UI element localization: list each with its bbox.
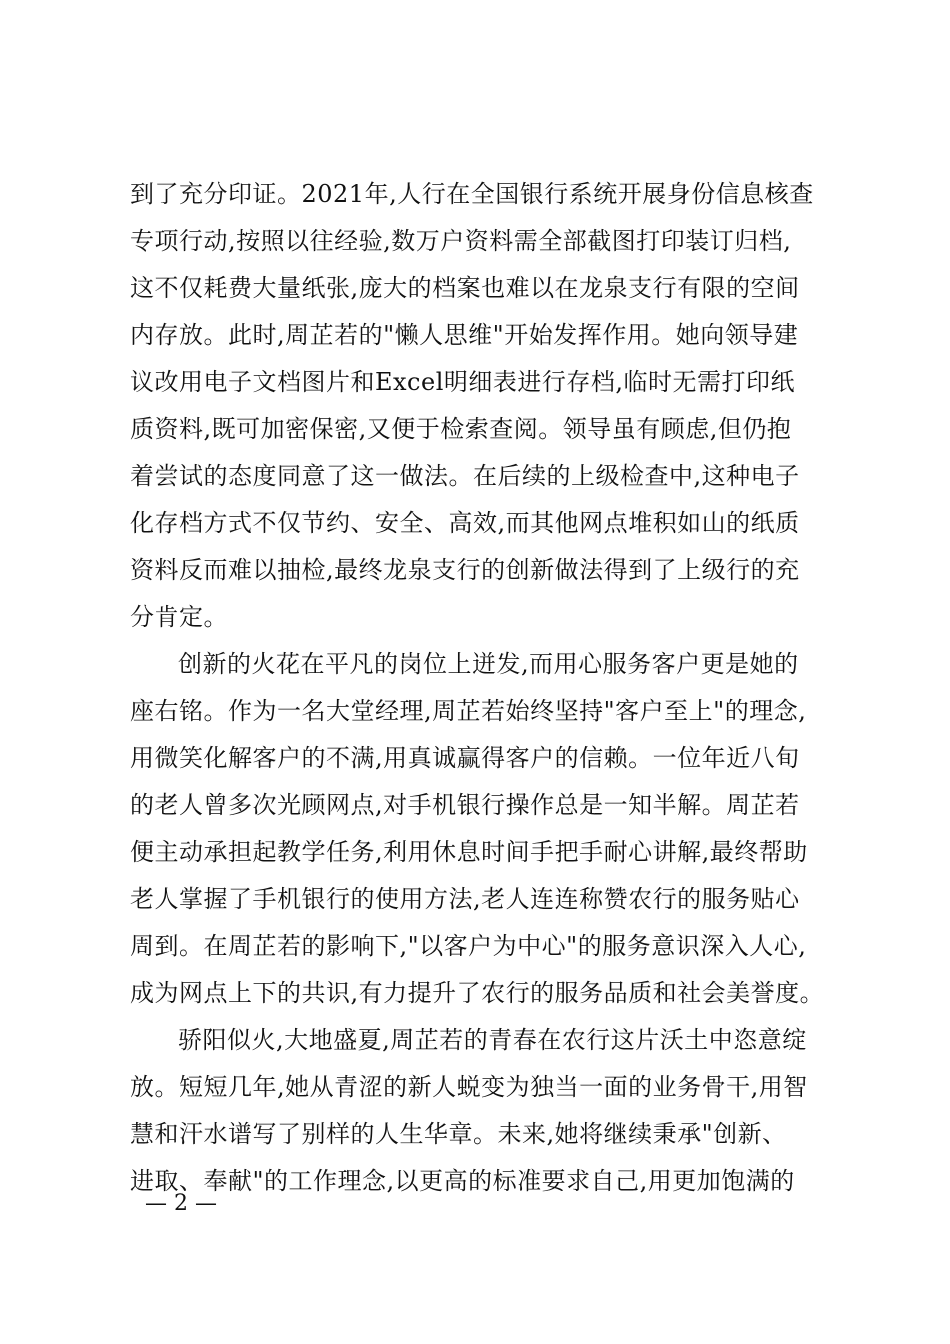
- text-line: 化存档方式不仅节约、安全、高效,而其他网点堆积如山的纸质: [130, 509, 800, 537]
- text-line: 慧和汗水谱写了别样的人生华章。未来,她将继续秉承"创新、: [130, 1120, 787, 1148]
- text-line: 老人掌握了手机银行的使用方法,老人连连称赞农行的服务贴心: [130, 885, 800, 913]
- text-line: 用微笑化解客户的不满,用真诚赢得客户的信赖。一位年近八旬: [130, 744, 800, 772]
- text-line: 放。短短几年,她从青涩的新人蜕变为独当一面的业务骨干,用智: [130, 1073, 808, 1101]
- text-line: 座右铭。作为一名大堂经理,周芷若始终坚持"客户至上"的理念,: [130, 697, 807, 725]
- text-line: 到了充分印证。2021年,人行在全国银行系统开展身份信息核查: [130, 180, 814, 208]
- text-line: 的老人曾多次光顾网点,对手机银行操作总是一知半解。周芷若: [130, 791, 800, 819]
- paragraph-first-line: 骄阳似火,大地盛夏,周芷若的青春在农行这片沃土中恣意绽: [178, 1026, 807, 1054]
- text-line: 专项行动,按照以往经验,数万户资料需全部截图打印装订归档,: [130, 227, 792, 255]
- text-line: 资料反而难以抽检,最终龙泉支行的创新做法得到了上级行的充: [130, 556, 800, 584]
- text-line: 着尝试的态度同意了这一做法。在后续的上级检查中,这种电子: [130, 462, 800, 490]
- text-line: 成为网点上下的共识,有力提升了农行的服务品质和社会美誉度。: [130, 979, 825, 1007]
- text-line: 这不仅耗费大量纸张,庞大的档案也难以在龙泉支行有限的空间: [130, 274, 800, 302]
- text-line: 进取、奉献"的工作理念,以更高的标准要求自己,用更加饱满的: [130, 1167, 795, 1195]
- text-line: 分肯定。: [130, 603, 228, 631]
- text-line: 质资料,既可加密保密,又便于检索查阅。领导虽有顾虑,但仍抱: [130, 415, 792, 443]
- text-line: 内存放。此时,周芷若的"懒人思维"开始发挥作用。她向领导建: [130, 321, 799, 349]
- text-line: 周到。在周芷若的影响下,"以客户为中心"的服务意识深入人心,: [130, 932, 807, 960]
- page-number: — 2 —: [145, 1191, 217, 1216]
- paragraph-first-line: 创新的火花在平凡的岗位上迸发,而用心服务客户更是她的: [178, 650, 799, 678]
- text-line: 议改用电子文档图片和Excel明细表进行存档,临时无需打印纸: [130, 368, 796, 396]
- text-line: 便主动承担起教学任务,利用休息时间手把手耐心讲解,最终帮助: [130, 838, 808, 866]
